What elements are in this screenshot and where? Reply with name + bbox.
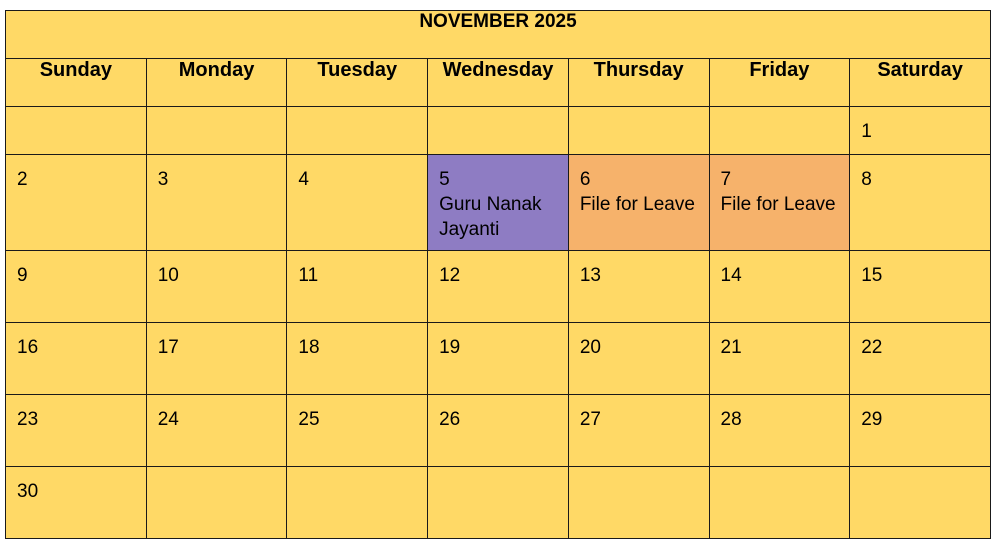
- day-number: [710, 107, 850, 119]
- day-number: 10: [157, 265, 179, 286]
- day-cell[interactable]: [850, 323, 991, 395]
- day-cell[interactable]: [709, 251, 850, 323]
- day-cell[interactable]: [287, 395, 428, 467]
- day-cell[interactable]: [568, 107, 709, 155]
- day-cell[interactable]: [428, 107, 569, 155]
- day-cell[interactable]: [287, 107, 428, 155]
- day-number: [147, 107, 287, 119]
- day-number: 27: [579, 409, 601, 430]
- day-cell[interactable]: [428, 323, 569, 395]
- day-cell[interactable]: [568, 251, 709, 323]
- day-number: 29: [861, 409, 883, 430]
- day-cell[interactable]: [709, 467, 850, 539]
- day-cell[interactable]: [850, 467, 991, 539]
- week-row: [6, 467, 991, 539]
- day-cell[interactable]: [287, 251, 428, 323]
- day-cell[interactable]: [428, 395, 569, 467]
- day-number: 20: [579, 337, 601, 358]
- day-cell[interactable]: [146, 155, 287, 251]
- day-header-wednesday: Wednesday: [428, 59, 569, 107]
- day-number: 11: [298, 265, 319, 286]
- calendar-title: NOVEMBER 2025: [6, 11, 991, 59]
- day-cell[interactable]: [850, 107, 991, 155]
- day-number: 16: [17, 337, 39, 358]
- day-number: 8: [861, 169, 872, 190]
- day-cell[interactable]: [6, 395, 147, 467]
- day-header-tuesday: Tuesday: [287, 59, 428, 107]
- day-number: [6, 107, 146, 119]
- day-number: 7: [720, 169, 732, 190]
- day-cell[interactable]: [568, 467, 709, 539]
- day-cell[interactable]: [287, 467, 428, 539]
- day-number: 25: [298, 409, 320, 430]
- day-number: [287, 467, 427, 479]
- day-cell[interactable]: [6, 467, 147, 539]
- day-number: 1: [861, 121, 872, 142]
- day-cell[interactable]: [6, 107, 147, 155]
- day-number: 30: [17, 481, 39, 502]
- event-label: Guru Nanak Jayanti: [439, 194, 542, 240]
- day-cell[interactable]: [146, 467, 287, 539]
- event-label: File for Leave: [720, 194, 836, 215]
- day-cell[interactable]: [287, 155, 428, 251]
- day-number: 5: [439, 169, 450, 190]
- day-number: 18: [298, 337, 320, 358]
- day-cell[interactable]: [709, 107, 850, 155]
- day-number: [569, 467, 709, 479]
- day-number: 9: [17, 265, 28, 286]
- day-cell[interactable]: [428, 467, 569, 539]
- day-number: 19: [439, 337, 461, 358]
- day-number: 22: [861, 337, 883, 358]
- week-row: [6, 251, 991, 323]
- day-number: [710, 467, 850, 479]
- day-number: 3: [157, 169, 169, 190]
- day-cell[interactable]: [428, 251, 569, 323]
- day-cell[interactable]: [850, 395, 991, 467]
- day-cell[interactable]: [287, 323, 428, 395]
- day-cell[interactable]: [6, 155, 147, 251]
- day-number: [428, 467, 568, 479]
- day-number: 14: [720, 265, 742, 286]
- day-cell[interactable]: [709, 395, 850, 467]
- day-cell-leave[interactable]: [709, 155, 850, 251]
- day-cell-leave[interactable]: [568, 155, 709, 251]
- week-row: [6, 107, 991, 155]
- calendar-table: [5, 10, 991, 539]
- day-cell[interactable]: [568, 395, 709, 467]
- day-number: 4: [298, 169, 309, 190]
- week-row: [6, 155, 991, 251]
- day-number: [850, 467, 990, 479]
- week-row: [6, 323, 991, 395]
- day-header-monday: Monday: [146, 59, 287, 107]
- day-number: 21: [720, 337, 742, 358]
- day-number: 13: [579, 265, 601, 286]
- day-cell[interactable]: [568, 323, 709, 395]
- day-number: 2: [17, 169, 28, 190]
- day-number: 15: [861, 265, 883, 286]
- week-row: [6, 395, 991, 467]
- day-number: 23: [17, 409, 39, 430]
- day-number: [287, 107, 427, 119]
- day-number: 17: [157, 337, 179, 358]
- day-cell[interactable]: [146, 251, 287, 323]
- day-cell[interactable]: [709, 323, 850, 395]
- day-number: 26: [439, 409, 461, 430]
- day-cell[interactable]: [146, 395, 287, 467]
- day-cell[interactable]: [6, 251, 147, 323]
- day-header-friday: Friday: [709, 59, 850, 107]
- day-header-thursday: Thursday: [568, 59, 709, 107]
- day-cell[interactable]: [850, 251, 991, 323]
- day-cell[interactable]: [6, 323, 147, 395]
- day-cell-holiday[interactable]: [428, 155, 569, 251]
- day-number: [428, 107, 568, 119]
- day-number: 12: [439, 265, 461, 286]
- day-number: 28: [720, 409, 742, 430]
- day-cell[interactable]: [850, 155, 991, 251]
- day-header-sunday: Sunday: [6, 59, 147, 107]
- day-number: 24: [157, 409, 179, 430]
- event-label: File for Leave: [579, 194, 695, 215]
- day-number: [147, 467, 287, 479]
- day-cell[interactable]: [146, 323, 287, 395]
- day-header-saturday: Saturday: [850, 59, 991, 107]
- day-number: [569, 107, 709, 119]
- day-number: 6: [579, 169, 591, 190]
- day-cell[interactable]: [146, 107, 287, 155]
